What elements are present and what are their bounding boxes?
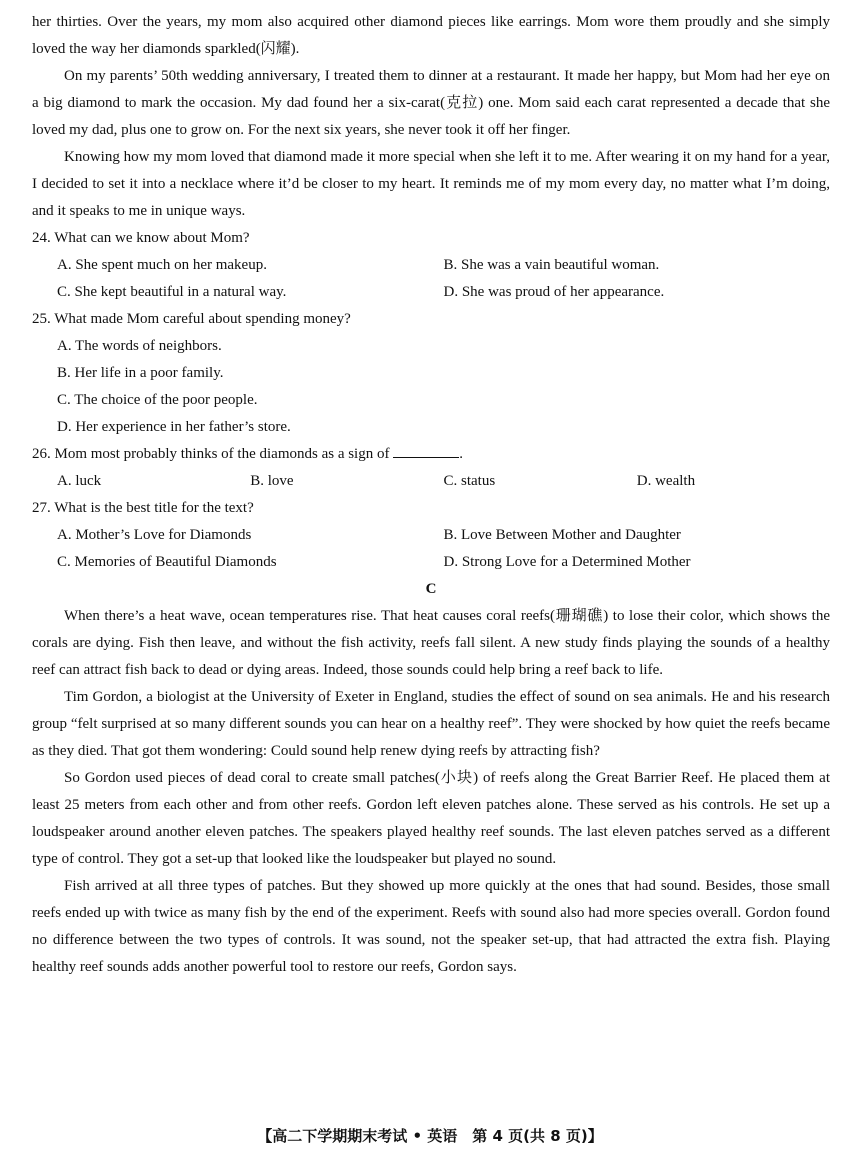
page-footer: 【高二下学期期末考试 • 英语 第 4 页(共 8 页)】 <box>257 1127 603 1145</box>
option-b: B. Love Between Mother and Daughter <box>443 527 681 543</box>
option-a: A. luck <box>57 473 102 489</box>
passage-c-paragraph: So Gordon used pieces of dead coral to create small patches(小块) of reefs along the Great Barrier Reef. He placed them at least 25 meters from each other and from other reefs. Gordon left eleven patches alone. These served as his controls. He set up a loudspeaker around another eleven patches. The speakers played healthy reef sounds. The last eleven patches served as a different type of control. They got a set-up that looked like the loudspeaker but played no sound. <box>32 770 830 867</box>
option-c: C. She kept beautiful in a natural way. <box>57 284 287 300</box>
passage-b-paragraph: Knowing how my mom loved that diamond made it more special when she left it to me. After wearing it on my hand for a year, I decided to set it into a necklace where it’d be closer to my heart. It reminds me of my mom every day, no matter what I’m doing, and it speaks to me in unique ways. <box>32 149 830 219</box>
option-a: A. The words of neighbors. <box>57 338 222 354</box>
option-b: B. Her life in a poor family. <box>57 365 224 381</box>
question-26 <box>32 441 830 495</box>
question-stem: 25. What made Mom careful about spending money? <box>32 311 351 327</box>
question-stem <box>32 441 830 468</box>
options-row <box>32 522 830 549</box>
option-a: A. Mother’s Love for Diamonds <box>57 527 252 543</box>
question-stem-text: 26. Mom most probably thinks of the diamonds as a sign of <box>32 446 390 462</box>
options-row <box>32 252 830 279</box>
question-stem: 24. What can we know about Mom? <box>32 230 250 246</box>
option-d: D. She was proud of her appearance. <box>443 284 665 300</box>
question-stem: 27. What is the best title for the text? <box>32 500 254 516</box>
section-heading: C <box>425 581 437 597</box>
options-row <box>32 549 830 576</box>
option-d: D. wealth <box>636 473 696 489</box>
passage-c-paragraph: Fish arrived at all three types of patches. But they showed up more quickly at the ones that had sound. Besides, those small reefs ended up with twice as many fish by the end of the experiment. Reefs with sound also had more species overall. Gordon found no difference between the two types of controls. It was sound, not the speaker set-up, that had attracted the extra fish. Playing healthy reef sounds adds another powerful tool to restore our reefs, Gordon says. <box>32 878 830 975</box>
question-27 <box>32 495 830 576</box>
passage-c-paragraph: When there’s a heat wave, ocean temperatures rise. That heat causes coral reefs(珊瑚礁) to lose their color, which shows the corals are dying. Fish then leave, and without the fish activity, reefs fall silent. A new study finds playing the sounds of a healthy reef can attract fish back to dead or dying areas. Indeed, those sounds could help bring a reef back to life. <box>32 608 830 678</box>
option-b: B. love <box>250 473 294 489</box>
option-d: D. Strong Love for a Determined Mother <box>443 554 691 570</box>
passage-b-paragraph: On my parents’ 50th wedding anniversary, I treated them to dinner at a restaurant. It made her happy, but Mom had her eye on a big diamond to mark the occasion. My dad found her a six-carat(克拉) one. Mom said each carat represented a decade that she loved my dad, plus one to grow on. For the next six years, she never took it off her finger. <box>32 68 830 138</box>
option-b: B. She was a vain beautiful woman. <box>443 257 660 273</box>
option-c: C. The choice of the poor people. <box>57 392 258 408</box>
options-row <box>32 468 830 495</box>
question-24 <box>32 225 830 306</box>
option-a: A. She spent much on her makeup. <box>57 257 267 273</box>
question-stem-end: . <box>459 446 463 462</box>
option-c: C. status <box>443 473 496 489</box>
question-25 <box>32 306 830 441</box>
options-row <box>32 279 830 306</box>
passage-b-paragraph: her thirties. Over the years, my mom also acquired other diamond pieces like earrings. Mom wore them proudly and she simply loved the way her diamonds sparkled(闪耀). <box>32 14 830 57</box>
answer-blank <box>393 443 459 458</box>
option-d: D. Her experience in her father’s store. <box>57 419 291 435</box>
option-c: C. Memories of Beautiful Diamonds <box>57 554 277 570</box>
passage-c-paragraph: Tim Gordon, a biologist at the University of Exeter in England, studies the effect of sound on sea animals. He and his research group “felt surprised at so many different sounds you can hear on a healthy reef”. They were shocked by how quiet the reefs became as they died. That got them wondering: Could sound help renew dying reefs by attracting fish? <box>32 689 830 759</box>
